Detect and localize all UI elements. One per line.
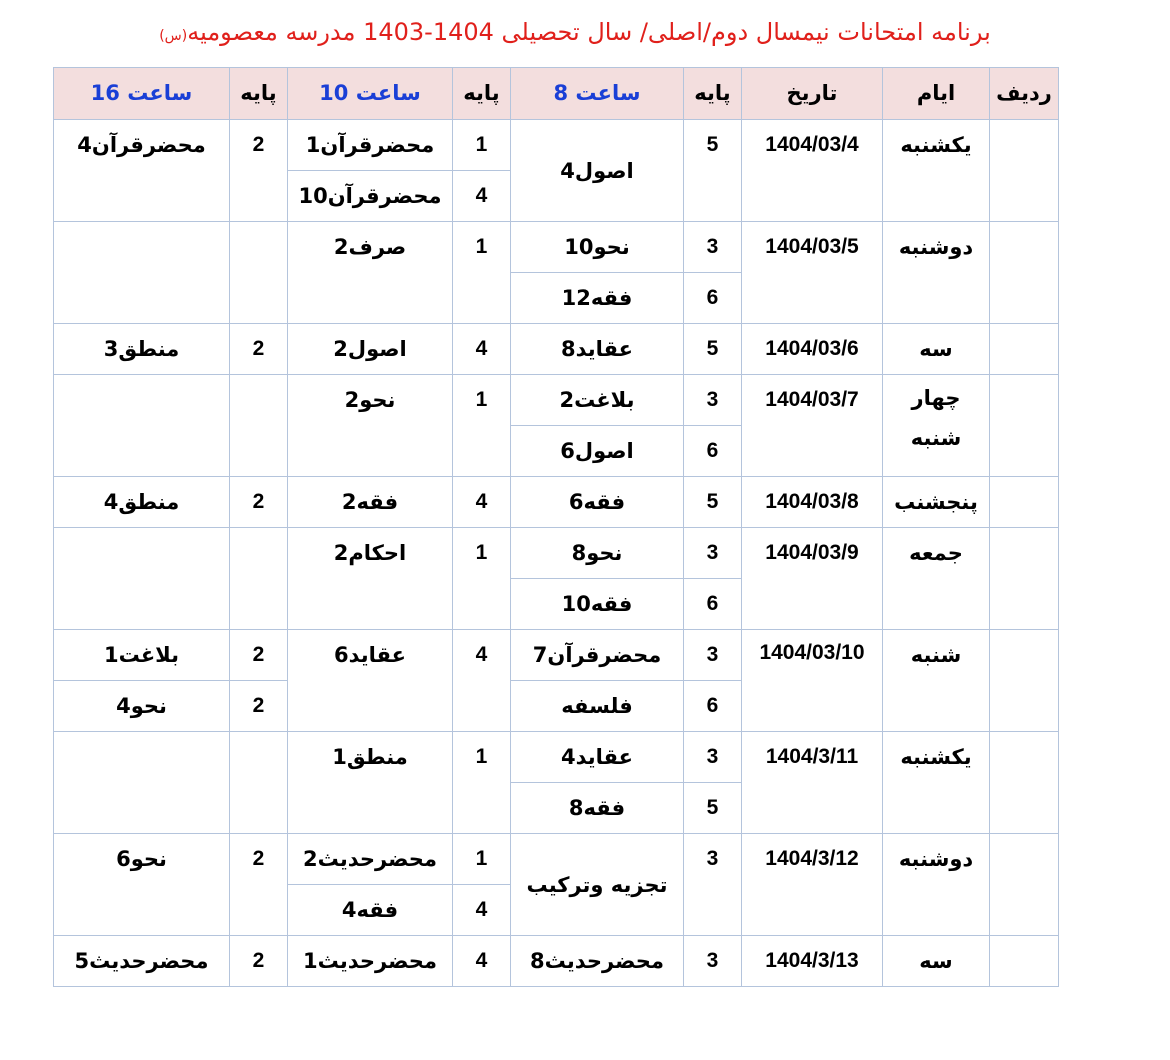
base-16-cell: 2 (230, 630, 288, 681)
base-8-cell: 3 (684, 834, 742, 936)
day-cell: سه (883, 936, 990, 987)
date-cell: 1404/3/11 (742, 732, 883, 834)
table-row (54, 324, 1059, 375)
subject-8-cell: نحو10 (511, 222, 684, 273)
date-cell: 1404/03/10 (742, 630, 883, 732)
subject-16-cell (54, 528, 230, 630)
day-cell: یکشنبه (883, 120, 990, 222)
row-number-cell (990, 477, 1059, 528)
subject-16-cell: نحو6 (54, 834, 230, 936)
subject-8-cell: عقاید4 (511, 732, 684, 783)
subject-16-cell (54, 732, 230, 834)
base-10-cell: 4 (453, 630, 511, 732)
table-row (54, 528, 1059, 579)
base-10-cell: 1 (453, 222, 511, 324)
base-16-cell (230, 732, 288, 834)
header-hour-10: ساعت 10 (288, 68, 453, 120)
header-day: ایام (883, 68, 990, 120)
base-10-cell: 1 (453, 732, 511, 834)
row-number-cell (990, 120, 1059, 222)
base-8-cell: 3 (684, 732, 742, 783)
base-8-cell: 5 (684, 120, 742, 222)
date-cell: 1404/3/12 (742, 834, 883, 936)
base-16-cell (230, 375, 288, 477)
subject-16-cell (54, 375, 230, 477)
table-row (54, 732, 1059, 783)
subject-8-cell: محضرحدیث8 (511, 936, 684, 987)
row-number-cell (990, 375, 1059, 477)
subject-10-cell: محضرقرآن10 (288, 171, 453, 222)
subject-16-cell: محضرقرآن4 (54, 120, 230, 222)
base-10-cell: 1 (453, 375, 511, 477)
header-hour-8: ساعت 8 (511, 68, 684, 120)
subject-16-cell: محضرحدیث5 (54, 936, 230, 987)
base-10-cell: 4 (453, 324, 511, 375)
table-row (54, 477, 1059, 528)
subject-10-cell: محضرقرآن1 (288, 120, 453, 171)
date-cell: 1404/03/7 (742, 375, 883, 477)
base-10-cell: 1 (453, 120, 511, 171)
base-8-cell: 5 (684, 783, 742, 834)
header-row-number: ردیف (990, 68, 1059, 120)
subject-16-cell (54, 222, 230, 324)
day-cell: یکشنبه (883, 732, 990, 834)
date-cell: 1404/03/5 (742, 222, 883, 324)
date-cell: 1404/03/9 (742, 528, 883, 630)
base-8-cell: 5 (684, 324, 742, 375)
table-row (54, 834, 1059, 885)
base-8-cell: 3 (684, 936, 742, 987)
base-16-cell (230, 222, 288, 324)
day-cell: چهار شنبه (883, 375, 990, 477)
row-number-cell (990, 936, 1059, 987)
row-number-cell (990, 834, 1059, 936)
subject-8-cell: اصول4 (511, 120, 684, 222)
day-cell: شنبه (883, 630, 990, 732)
subject-8-cell: فقه8 (511, 783, 684, 834)
subject-8-cell: فقه6 (511, 477, 684, 528)
table-body (54, 120, 1059, 987)
base-10-cell: 4 (453, 936, 511, 987)
row-number-cell (990, 630, 1059, 732)
subject-10-cell: فقه2 (288, 477, 453, 528)
row-number-cell (990, 222, 1059, 324)
title-text: برنامه امتحانات نیمسال دوم/اصلی/ سال تحصیلی 1404-1403 مدرسه معصومیه (187, 18, 991, 46)
base-8-cell: 6 (684, 681, 742, 732)
base-10-cell: 1 (453, 834, 511, 885)
subject-10-cell: محضرحدیث2 (288, 834, 453, 885)
base-8-cell: 3 (684, 528, 742, 579)
subject-8-cell: اصول6 (511, 426, 684, 477)
table-row (54, 630, 1059, 681)
day-cell: جمعه (883, 528, 990, 630)
base-16-cell: 2 (230, 477, 288, 528)
header-hour-16: ساعت 16 (54, 68, 230, 120)
header-base-10: پایه (453, 68, 511, 120)
base-8-cell: 6 (684, 579, 742, 630)
base-10-cell: 4 (453, 171, 511, 222)
base-16-cell: 2 (230, 324, 288, 375)
base-16-cell (230, 528, 288, 630)
day-cell: دوشنبه (883, 222, 990, 324)
table-row (54, 222, 1059, 273)
subject-10-cell: اصول2 (288, 324, 453, 375)
subject-10-cell: محضرحدیث1 (288, 936, 453, 987)
base-16-cell: 2 (230, 120, 288, 222)
subject-8-cell: بلاغت2 (511, 375, 684, 426)
subject-8-cell: تجزیه وترکیب (511, 834, 684, 936)
subject-8-cell: نحو8 (511, 528, 684, 579)
base-8-cell: 3 (684, 375, 742, 426)
base-16-cell: 2 (230, 834, 288, 936)
header-base-8: پایه (684, 68, 742, 120)
day-cell: سه (883, 324, 990, 375)
base-10-cell: 4 (453, 885, 511, 936)
subject-10-cell: نحو2 (288, 375, 453, 477)
base-8-cell: 5 (684, 477, 742, 528)
base-10-cell: 1 (453, 528, 511, 630)
subject-16-cell: بلاغت1 (54, 630, 230, 681)
subject-10-cell: عقاید6 (288, 630, 453, 732)
subject-8-cell: فلسفه (511, 681, 684, 732)
date-cell: 1404/03/6 (742, 324, 883, 375)
row-number-cell (990, 732, 1059, 834)
subject-10-cell: فقه4 (288, 885, 453, 936)
date-cell: 1404/03/8 (742, 477, 883, 528)
subject-8-cell: محضرقرآن7 (511, 630, 684, 681)
base-8-cell: 3 (684, 222, 742, 273)
subject-10-cell: منطق1 (288, 732, 453, 834)
day-cell: دوشنبه (883, 834, 990, 936)
subject-8-cell: عقاید8 (511, 324, 684, 375)
table-row (54, 936, 1059, 987)
header-date: تاریخ (742, 68, 883, 120)
subject-8-cell: فقه12 (511, 273, 684, 324)
base-16-cell: 2 (230, 681, 288, 732)
title-suffix: (س) (159, 28, 188, 44)
subject-8-cell: فقه10 (511, 579, 684, 630)
subject-16-cell: منطق4 (54, 477, 230, 528)
base-8-cell: 6 (684, 426, 742, 477)
row-number-cell (990, 324, 1059, 375)
table-row (54, 120, 1059, 171)
exam-schedule-table (53, 67, 1059, 987)
table-row (54, 375, 1059, 426)
header-base-16: پایه (230, 68, 288, 120)
base-10-cell: 4 (453, 477, 511, 528)
subject-10-cell: صرف2 (288, 222, 453, 324)
subject-16-cell: منطق3 (54, 324, 230, 375)
base-8-cell: 6 (684, 273, 742, 324)
base-16-cell: 2 (230, 936, 288, 987)
date-cell: 1404/3/13 (742, 936, 883, 987)
row-number-cell (990, 528, 1059, 630)
date-cell: 1404/03/4 (742, 120, 883, 222)
day-cell: پنجشنب (883, 477, 990, 528)
base-8-cell: 3 (684, 630, 742, 681)
header-row (54, 68, 1059, 120)
page-title (100, 18, 1050, 54)
subject-10-cell: احکام2 (288, 528, 453, 630)
subject-16-cell: نحو4 (54, 681, 230, 732)
